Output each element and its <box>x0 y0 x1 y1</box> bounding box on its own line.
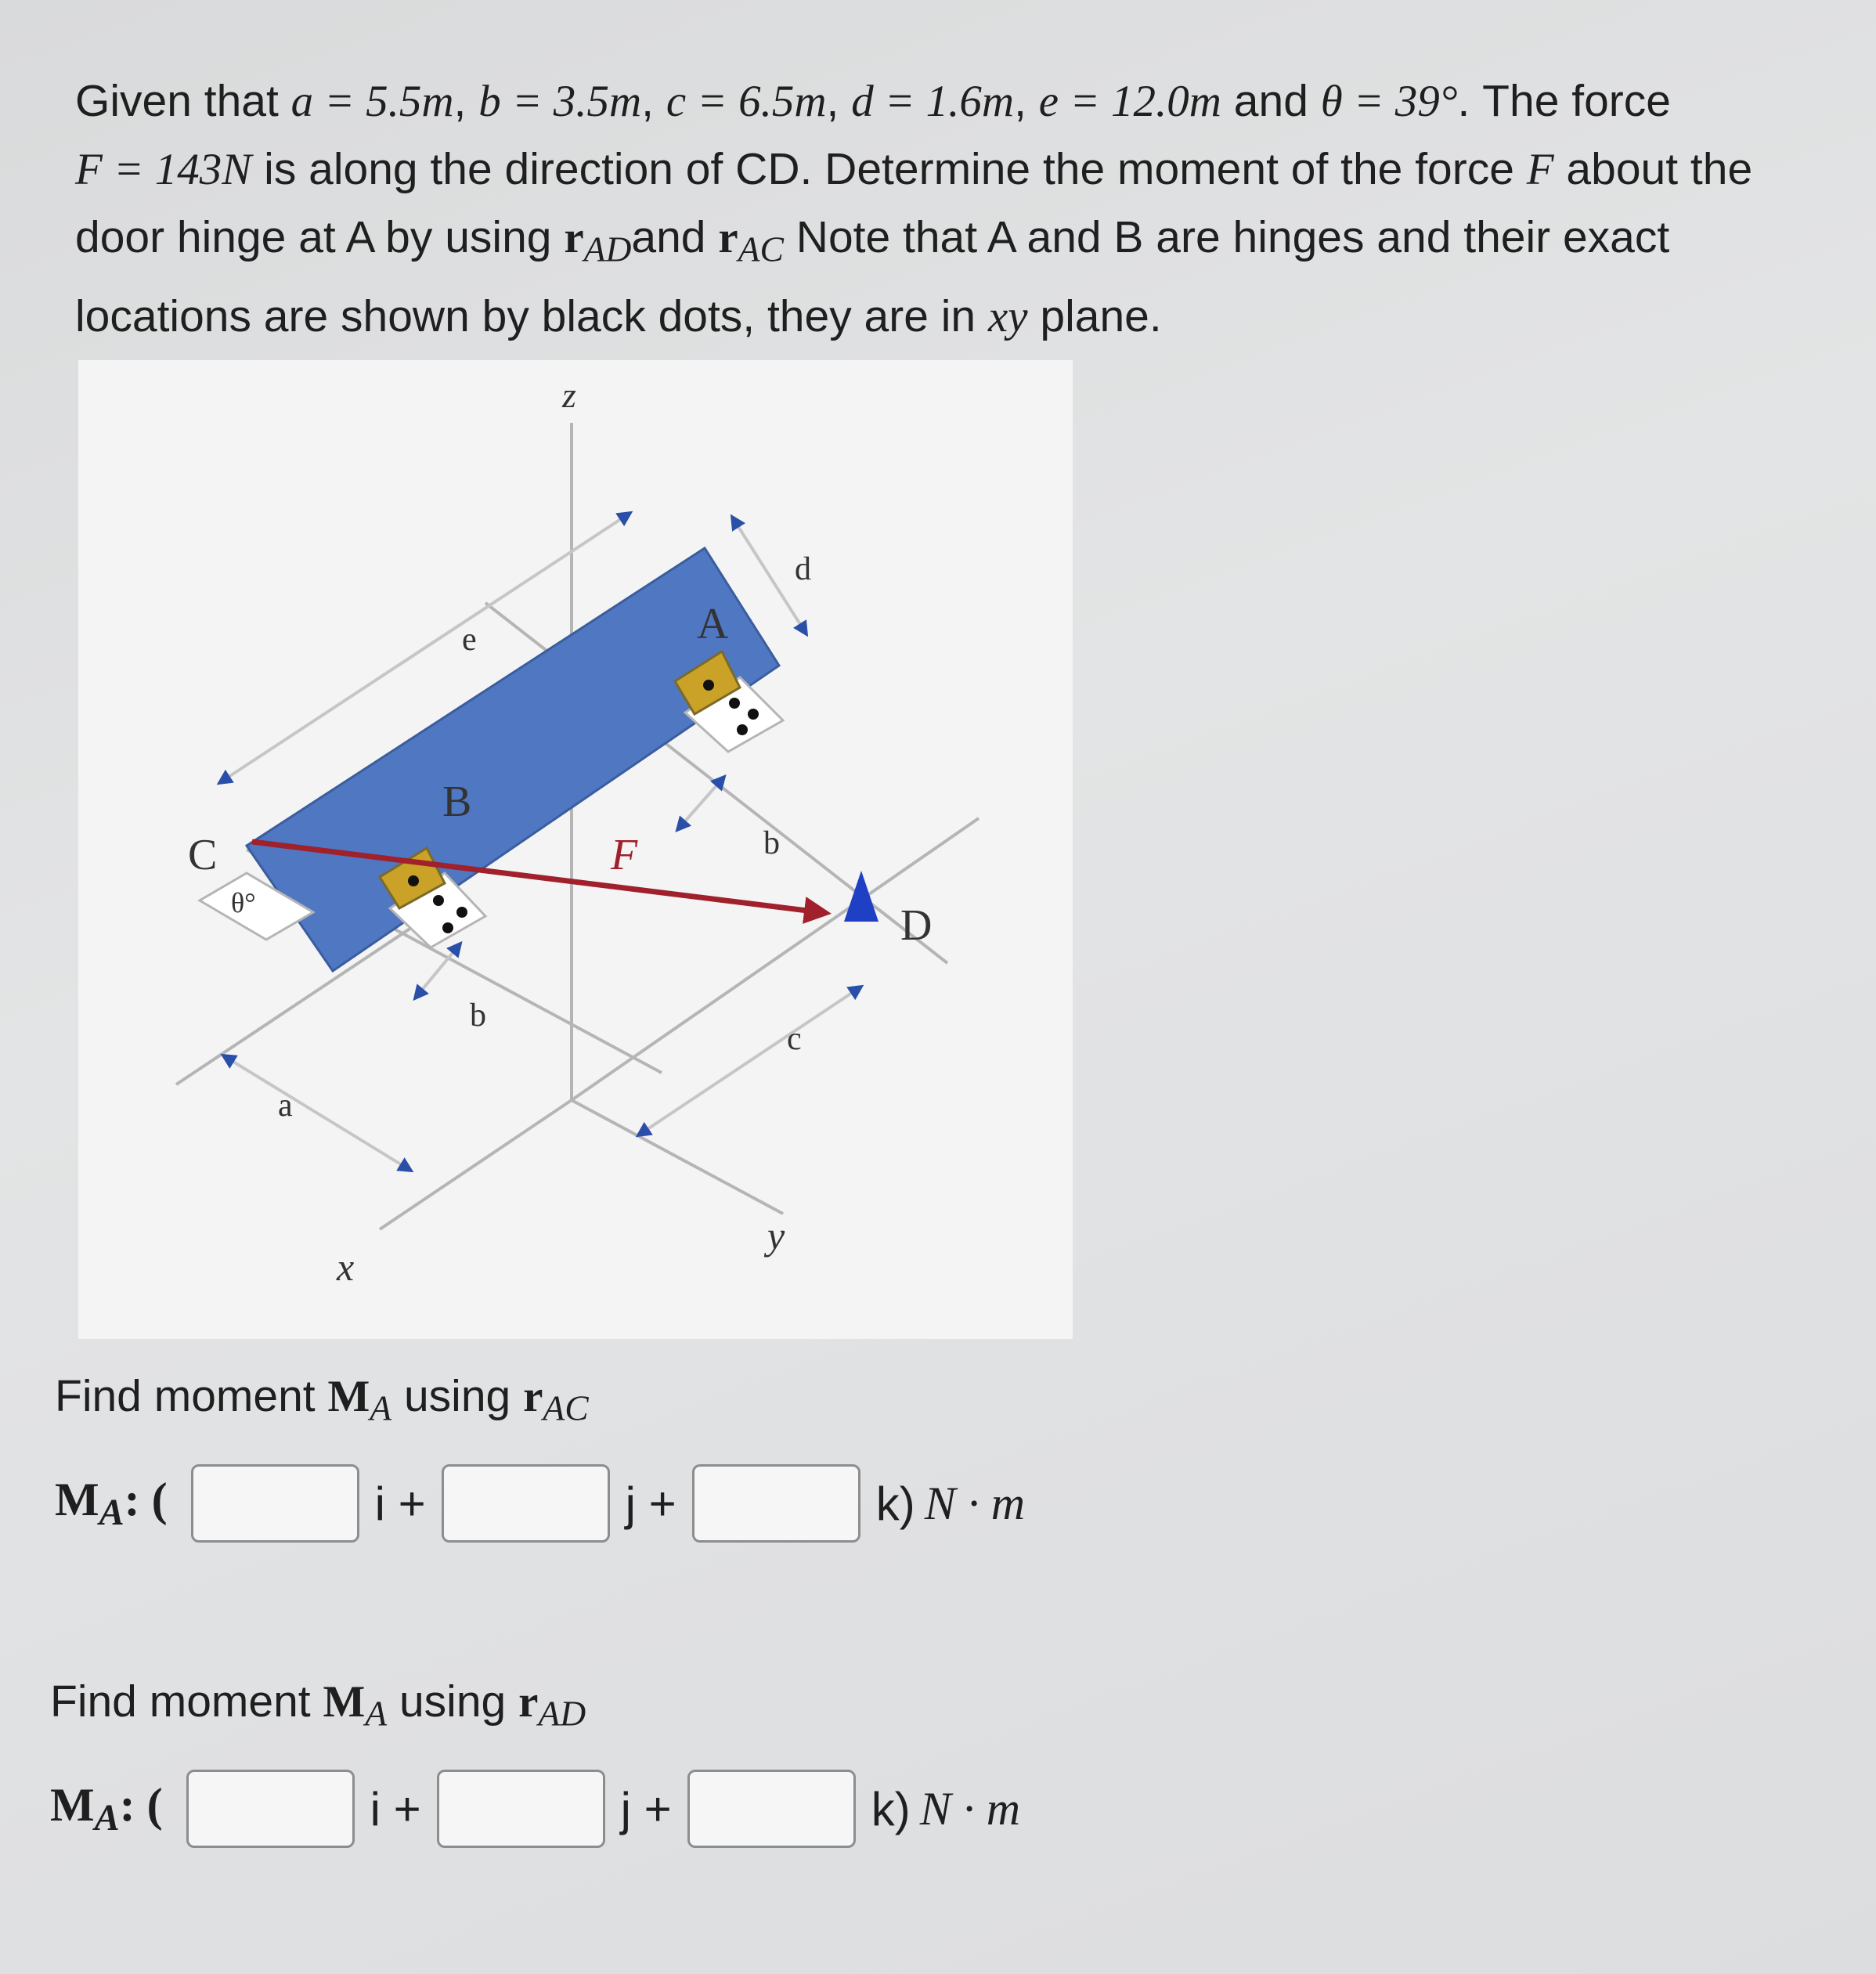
label-dim-c: c <box>787 1021 802 1057</box>
label-theta: θ° <box>231 887 256 918</box>
var-c: c = 6.5m <box>666 77 827 126</box>
moment-symbol: M <box>323 1677 366 1727</box>
r-symbol: r <box>523 1372 543 1421</box>
q2-k-input[interactable] <box>687 1770 856 1848</box>
floor-line-y <box>572 1100 783 1214</box>
r-subscript: AC <box>738 229 784 269</box>
label-b: B <box>442 778 472 826</box>
q1-j-input[interactable] <box>442 1464 610 1543</box>
units-label: N · m <box>924 1477 1026 1529</box>
q2-title <box>50 1676 586 1734</box>
q2-i-input[interactable] <box>186 1770 355 1848</box>
label-y: y <box>767 1214 785 1258</box>
q2-row-label: $M_A$: ( <box>50 1779 163 1839</box>
q1-i-input[interactable] <box>191 1464 359 1543</box>
q1-row-label: $M_A$: ( <box>55 1474 168 1533</box>
point-d-marker <box>844 871 878 922</box>
dim-b2-line <box>677 777 724 830</box>
j-label: j + <box>620 1782 672 1835</box>
label-c: C <box>188 831 218 879</box>
i-label: i + <box>374 1477 426 1530</box>
problem-text: . The force <box>1457 76 1671 126</box>
r-subscript: AD <box>538 1693 586 1734</box>
r-symbol: r <box>518 1677 539 1727</box>
door-diagram <box>78 360 1073 1339</box>
label-z: z <box>562 375 576 415</box>
q1-title-text: using <box>391 1371 524 1421</box>
problem-text: Given that <box>75 76 291 126</box>
label-d: D <box>900 901 933 950</box>
var-d: d = 1.6m <box>851 77 1015 126</box>
var-b: b = 3.5m <box>478 77 642 126</box>
problem-text: about the door hinge at A by using <box>75 144 1753 262</box>
k-label: k) <box>875 1477 915 1530</box>
q2-answer-row <box>50 1770 1025 1848</box>
i-label: i + <box>370 1782 421 1835</box>
q1-answer-row <box>55 1464 1030 1543</box>
problem-text: Note that A and B are hinges and their exact locations are shown by black dots, they are in <box>75 212 1670 342</box>
problem-text: and <box>1221 76 1321 126</box>
k-label: k) <box>871 1782 911 1835</box>
problem-statement: Given that a = 5.5m, b = 3.5m, c = 6.5m, d = 1.6m, e = 12.0m and θ = 39°. The force F = 143N is along the direction of CD. Determine the moment of the force F about the door hinge at A by using $r_{AD}and$ $r_{AC}$ Note that A and B are hinges and their exact locations are shown by black dots, they are in xy plane. <box>75 76 1753 342</box>
label-x: x <box>337 1245 355 1289</box>
dim-c-line <box>638 987 861 1135</box>
q1-title <box>55 1370 589 1428</box>
page <box>31 23 1845 1958</box>
problem-text: is along the direction of CD. Determine the moment of the force <box>251 144 1527 194</box>
label-f: F <box>611 831 638 879</box>
problem-text: plane. <box>1027 291 1162 342</box>
label-dim-d: d <box>795 551 811 587</box>
moment-symbol: M <box>327 1372 370 1421</box>
r-symbol: r <box>718 213 738 262</box>
label-dim-a: a <box>278 1088 293 1124</box>
problem-text: and <box>631 212 719 262</box>
moment-subscript: A <box>370 1388 392 1428</box>
plane-symbol: xy <box>987 292 1028 342</box>
q2-title-text: using <box>387 1676 519 1727</box>
label-a: A <box>697 600 729 648</box>
q1-k-input[interactable] <box>692 1464 860 1543</box>
q2-title-text: Find moment <box>50 1676 323 1727</box>
j-label: j + <box>625 1477 676 1530</box>
r-subscript: AC <box>543 1388 589 1428</box>
label-dim-e: e <box>462 622 477 658</box>
var-force: F = 143N <box>75 145 252 194</box>
var-e: e = 12.0m <box>1038 77 1221 126</box>
q1-title-text: Find moment <box>55 1371 328 1421</box>
q2-j-input[interactable] <box>437 1770 605 1848</box>
r-symbol: r <box>564 213 584 262</box>
var-theta: θ = 39° <box>1320 77 1458 126</box>
force-symbol: F <box>1526 145 1554 194</box>
r-subscript: AD <box>583 229 632 269</box>
label-dim-b1: b <box>470 998 486 1034</box>
diagram-svg <box>78 360 1073 1339</box>
units-label: N · m <box>919 1782 1021 1835</box>
var-a: a = 5.5m <box>290 77 454 126</box>
moment-subscript: A <box>365 1693 388 1734</box>
floor-line-x <box>380 1100 572 1229</box>
dim-a-line <box>223 1056 411 1171</box>
label-dim-b2: b <box>763 825 780 861</box>
